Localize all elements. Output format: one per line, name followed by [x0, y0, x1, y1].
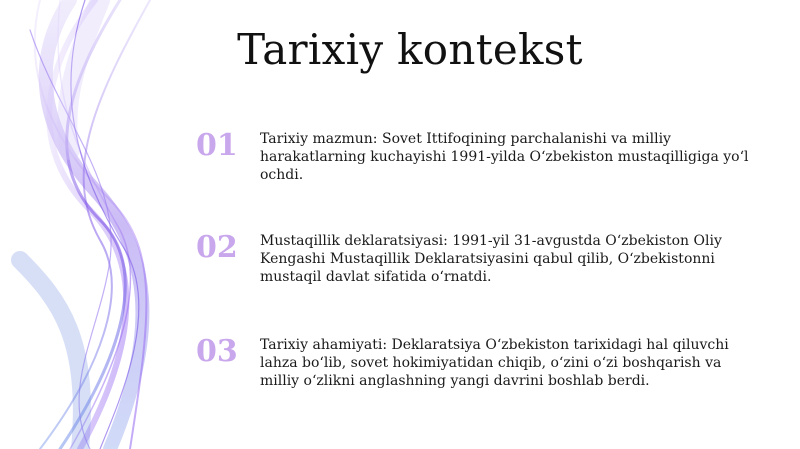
decorative-wave-graphic [0, 0, 210, 449]
item-number: 02 [196, 230, 238, 265]
item-text: Tarixiy ahamiyati: Deklaratsiya O‘zbekiston tarixidagi hal qiluvchi lahza bo‘lib, sovet hokimiyatidan chiqib, o‘zini o‘zi boshqarish va milliy o‘zlikni anglashning yangi davrini boshlab berdi. [260, 337, 729, 389]
item-number: 03 [196, 334, 238, 369]
slide-title: Tarixiy kontekst [237, 25, 583, 74]
item-text: Tarixiy mazmun: Sovet Ittifoqining parchalanishi va milliy harakatlarning kuchayishi 1991-yilda O‘zbekiston mustaqilligiga yo‘l ochdi. [260, 131, 749, 183]
item-number: 01 [196, 128, 238, 163]
item-text: Mustaqillik deklaratsiyasi: 1991-yil 31-avgustda O‘zbekiston Oliy Kengashi Mustaqillik Deklaratsiyasini qabul qilib, O‘zbekistonni mustaqil davlat sifatida o‘rnatdi. [260, 233, 722, 285]
